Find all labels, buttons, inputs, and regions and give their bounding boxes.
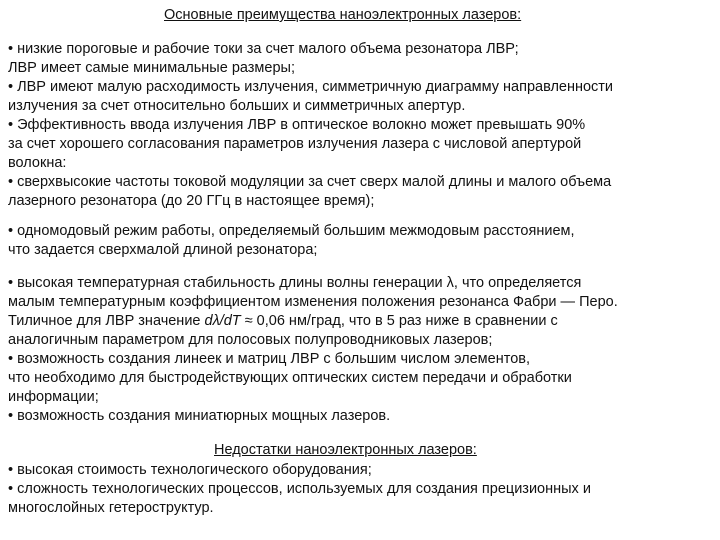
advantage-line: • ЛВР имеют малую расходимость излучения, симметричную диаграмму направленности (8, 79, 614, 95)
disadvantage-line: • сложность технологических процессов, используемых для создания прецизионных и (8, 481, 591, 497)
typical-value-line (8, 312, 558, 330)
typical-value-suffix: ≈ 0,06 нм/град, что в 5 раз ниже в сравнении с (240, 313, 558, 329)
advantage-line: что задается сверхмалой длиной резонатора; (8, 242, 318, 258)
advantage-line: волокна: (8, 155, 67, 171)
advantage-line: за счет хорошего согласования параметров излучения лазера с числовой апертурой (8, 136, 582, 152)
advantage-line: • возможность создания миниатюрных мощных лазеров. (8, 408, 391, 424)
advantage-line: что необходимо для быстродействующих оптических систем передачи и обработки (8, 370, 572, 386)
typical-value-prefix: Тиличное для ЛВР значение (8, 313, 205, 329)
disadvantage-line: • высокая стоимость технологического оборудования; (8, 462, 372, 478)
advantage-line: • сверхвысокие частоты токовой модуляции за счет сверх малой длины и малого объема (8, 174, 612, 190)
advantage-line: аналогичным параметром для полосовых полупроводниковых лазеров; (8, 332, 493, 348)
formula-dlambda-dt: dλ/dT (204, 313, 241, 329)
advantage-line: малым температурным коэффициентом изменения положения резонанса Фабри — Перо. (8, 294, 618, 310)
advantage-line: • высокая температурная стабильность длины волны генерации λ, что определяется (8, 275, 582, 291)
page-title: Основные преимущества наноэлектронных лазеров: (164, 7, 522, 23)
advantage-line: • низкие пороговые и рабочие токи за счет малого объема резонатора ЛВР; (8, 41, 519, 57)
disadvantage-line: многослойных гетероструктур. (8, 500, 214, 516)
advantage-line: • одномодовый режим работы, определяемый большим межмодовым расстоянием, (8, 223, 575, 239)
advantage-line: лазерного резонатора (до 20 ГГц в настоящее время); (8, 193, 375, 209)
advantage-line: • возможность создания линеек и матриц ЛВР с большим числом элементов, (8, 351, 530, 367)
disadvantages-title: Недостатки наноэлектронных лазеров: (214, 442, 477, 458)
advantage-line: информации; (8, 389, 99, 405)
advantage-line: ЛВР имеет самые минимальные размеры; (8, 60, 295, 76)
advantage-line: • Эффективность ввода излучения ЛВР в оптическое волокно может превышать 90% (8, 117, 586, 133)
advantage-line: излучения за счет относительно больших и симметричных апертур. (8, 98, 466, 114)
